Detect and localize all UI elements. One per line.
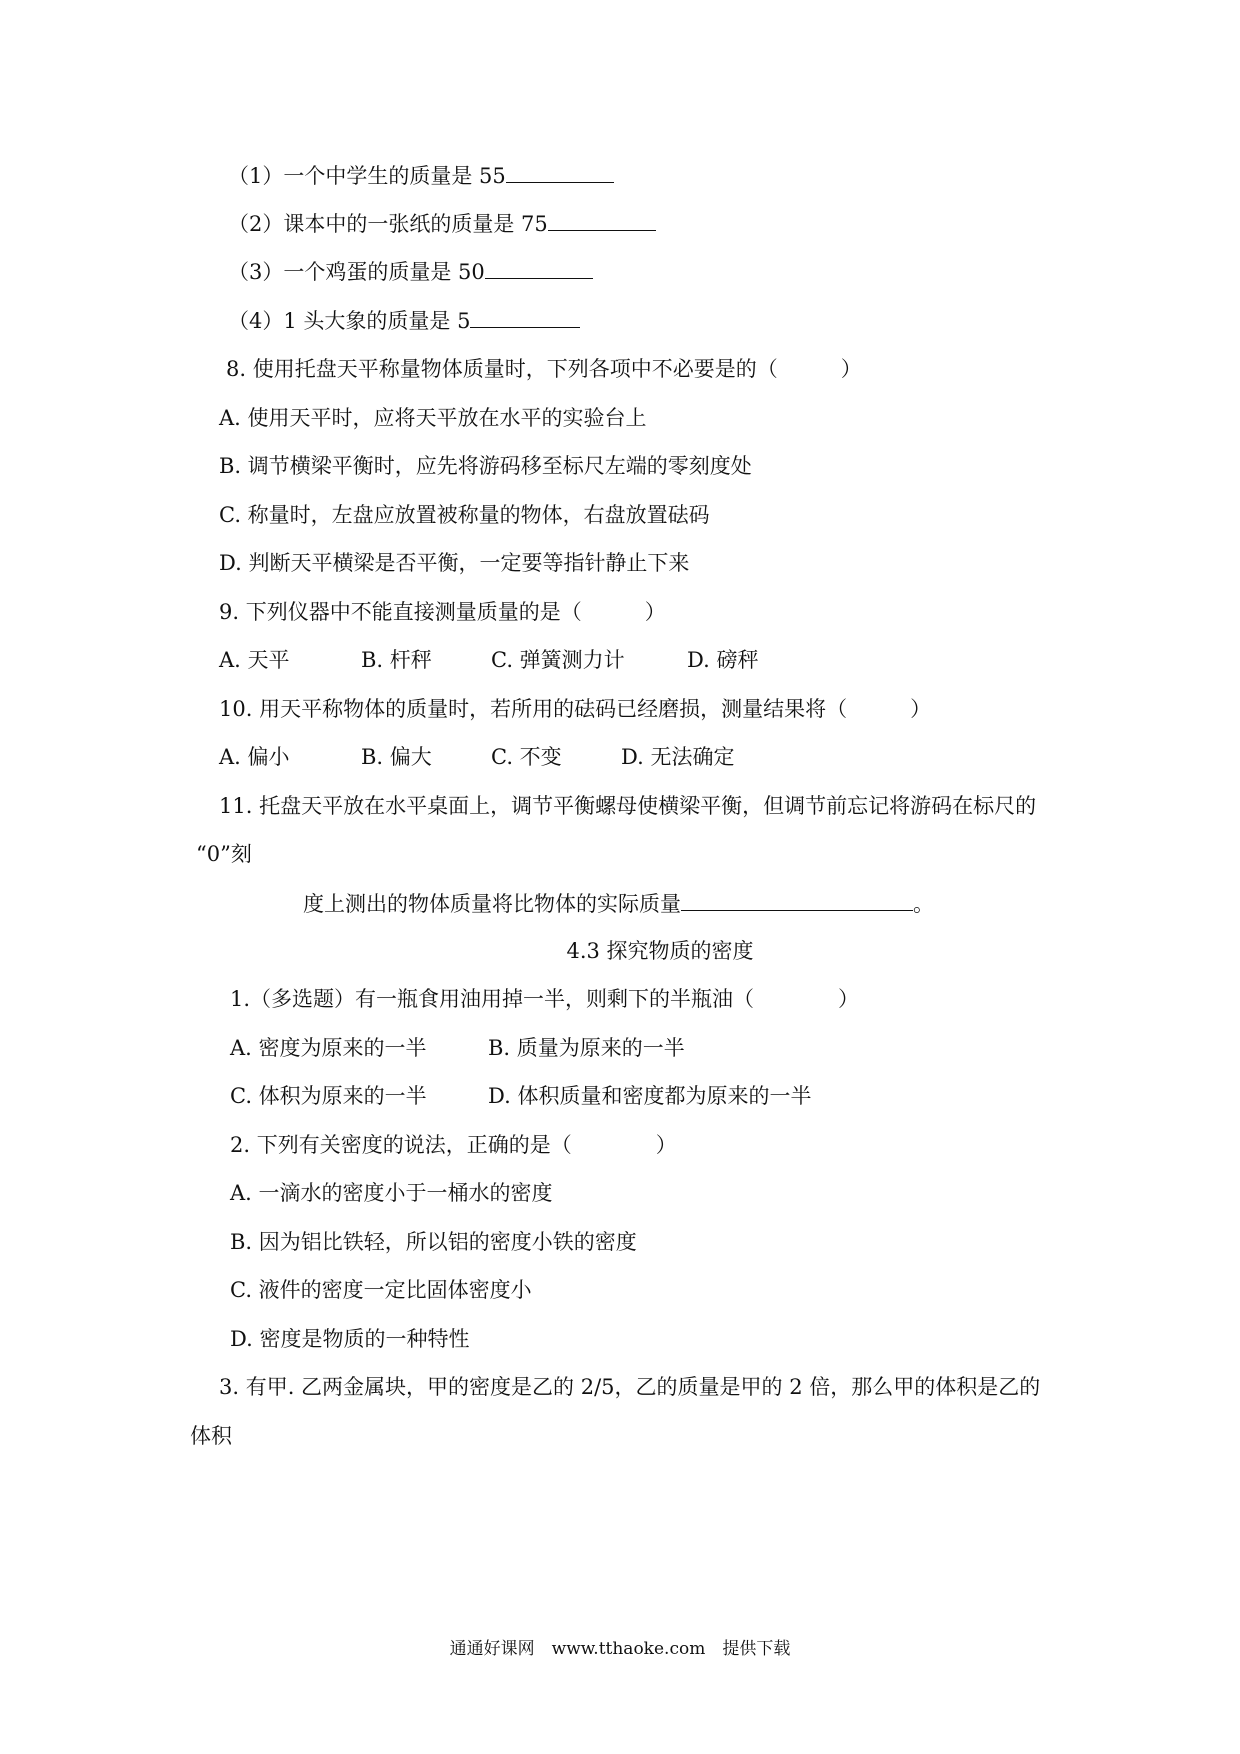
section-question-2-option-d: D. 密度是物质的一种特性 xyxy=(230,1327,470,1351)
section-question-2-option-a: A. 一滴水的密度小于一桶水的密度 xyxy=(230,1181,553,1205)
section-question-1-option-d: D. 体积质量和密度都为原来的一半 xyxy=(488,1084,812,1108)
section-question-1-stem: 1.（多选题）有一瓶食用油用掉一半，则剩下的半瓶油（ ） xyxy=(230,987,860,1011)
question-9-option-a: A. 天平 xyxy=(219,648,290,672)
section-question-3-line-1: 3. 有甲. 乙两金属块，甲的密度是乙的 2/5，乙的质量是甲的 2 倍，那么甲的体积是乙的 xyxy=(219,1375,1041,1399)
question-11-line-1: 11. 托盘天平放在水平桌面上，调节平衡螺母使横梁平衡，但调节前忘记将游码在标尺的 xyxy=(219,794,1037,818)
question-9-option-d: D. 磅秤 xyxy=(687,648,759,672)
question-11-period: 。 xyxy=(913,892,934,916)
question-10-option-b: B. 偏大 xyxy=(361,745,432,769)
answer-blank[interactable] xyxy=(548,208,656,231)
question-8-option-a: A. 使用天平时，应将天平放在水平的实验台上 xyxy=(219,406,647,430)
question-10-stem: 10. 用天平称物体的质量时，若所用的砝码已经磨损，测量结果将（ ） xyxy=(219,697,932,721)
section-question-1-option-b: B. 质量为原来的一半 xyxy=(488,1036,685,1060)
fill-item-text: （4）1 头大象的质量是 5 xyxy=(228,309,471,333)
question-11-line-2: “0”刻 xyxy=(196,842,252,866)
question-9-options xyxy=(219,645,979,675)
fill-item-3 xyxy=(228,256,593,287)
fill-item-text: （1）一个中学生的质量是 55 xyxy=(228,164,506,188)
question-10-option-d: D. 无法确定 xyxy=(621,745,735,769)
section-question-1-options-row-2 xyxy=(230,1081,990,1111)
question-8-option-b: B. 调节横梁平衡时，应先将游码移至标尺左端的零刻度处 xyxy=(219,454,752,478)
section-question-2-option-b: B. 因为铝比铁轻，所以铝的密度小铁的密度 xyxy=(230,1230,637,1254)
question-10-options xyxy=(219,742,979,772)
section-question-1-options-row-1 xyxy=(230,1033,990,1063)
answer-blank[interactable] xyxy=(506,160,614,183)
section-question-2-option-c: C. 液件的密度一定比固体密度小 xyxy=(230,1278,532,1302)
section-question-2-stem: 2. 下列有关密度的说法，正确的是（ ） xyxy=(230,1133,677,1157)
answer-blank[interactable] xyxy=(470,305,580,328)
question-8-stem: 8. 使用托盘天平称量物体质量时，下列各项中不必要是的（ ） xyxy=(226,357,862,381)
answer-blank[interactable] xyxy=(485,256,593,279)
section-question-3-line-2: 体积 xyxy=(190,1424,232,1448)
page-footer: 通通好课网 www.tthaoke.com 提供下载 xyxy=(449,1639,791,1659)
question-10-option-a: A. 偏小 xyxy=(219,745,290,769)
question-11-line-3 xyxy=(303,888,934,919)
section-title: 4.3 探究物质的密度 xyxy=(566,939,754,963)
fill-item-2 xyxy=(228,208,656,239)
question-9-option-b: B. 杆秤 xyxy=(361,648,432,672)
section-question-1-option-c: C. 体积为原来的一半 xyxy=(230,1084,427,1108)
question-8-option-d: D. 判断天平横梁是否平衡，一定要等指针静止下来 xyxy=(219,551,690,575)
section-question-1-option-a: A. 密度为原来的一半 xyxy=(230,1036,427,1060)
question-11-text: 度上测出的物体质量将比物体的实际质量 xyxy=(303,892,681,916)
question-10-option-c: C. 不变 xyxy=(491,745,562,769)
question-9-option-c: C. 弹簧测力计 xyxy=(491,648,625,672)
fill-item-4 xyxy=(228,305,580,336)
fill-item-text: （2）课本中的一张纸的质量是 75 xyxy=(228,212,548,236)
answer-blank[interactable] xyxy=(681,888,913,911)
question-9-stem: 9. 下列仪器中不能直接测量质量的是（ ） xyxy=(219,600,666,624)
question-8-option-c: C. 称量时，左盘应放置被称量的物体，右盘放置砝码 xyxy=(219,503,710,527)
fill-item-1 xyxy=(228,160,614,191)
fill-item-text: （3）一个鸡蛋的质量是 50 xyxy=(228,260,485,284)
